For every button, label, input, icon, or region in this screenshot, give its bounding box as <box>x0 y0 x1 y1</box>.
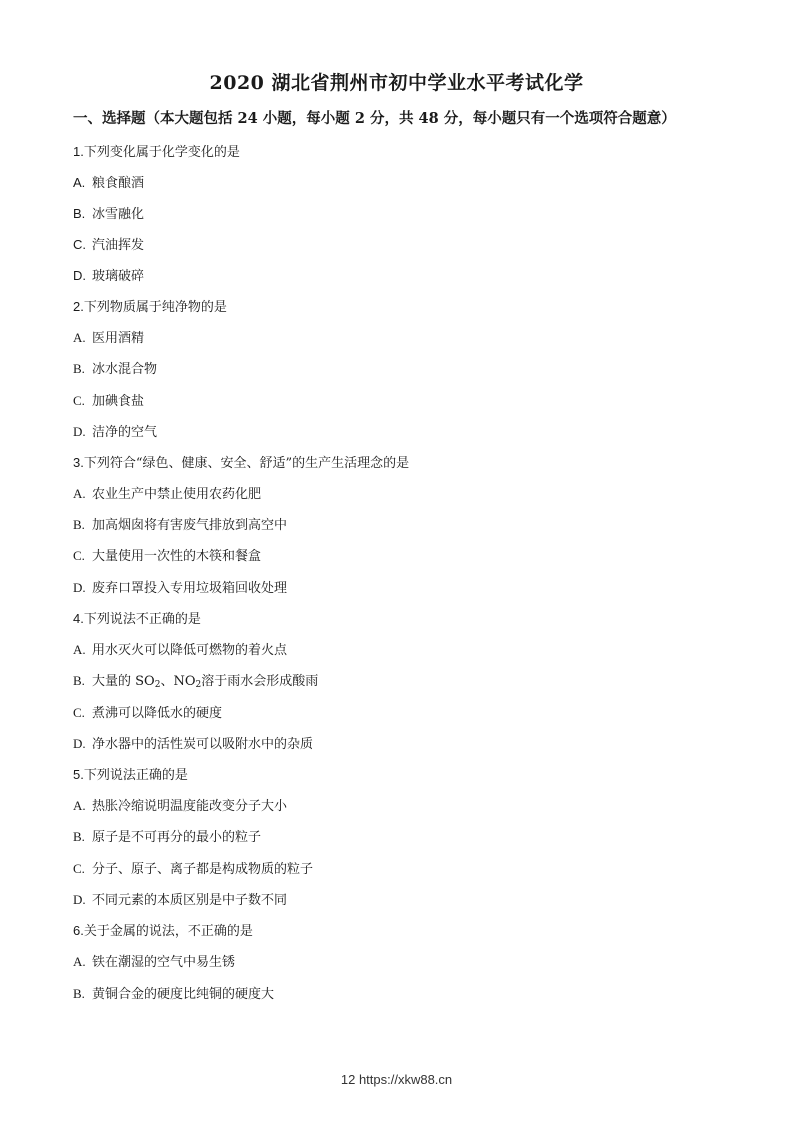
option-text: 黄铜合金的硬度比纯铜的硬度大 <box>92 987 275 1002</box>
option-letter: B. <box>73 829 85 844</box>
option-text: 煮沸可以降低水的硬度 <box>92 706 223 721</box>
option-text: 汽油挥发 <box>92 238 145 253</box>
option-text: 用水灭火可以降低可燃物的着火点 <box>92 643 288 658</box>
question-5-option-d <box>73 889 287 908</box>
question-1-option-a <box>73 172 144 191</box>
option-letter: A. <box>73 798 86 813</box>
question-1-option-d <box>73 265 144 284</box>
option-text: 农业生产中禁止使用农药化肥 <box>92 487 262 502</box>
question-3-stem <box>73 452 409 471</box>
option-text: 洁净的空气 <box>92 425 158 440</box>
question-text: 下列说法不正确的是 <box>83 612 201 627</box>
question-4-stem <box>73 608 201 627</box>
option-letter: D. <box>73 736 86 751</box>
question-4-option-a <box>73 639 287 658</box>
option-letter: B. <box>73 517 85 532</box>
question-5-stem <box>73 764 188 783</box>
section-heading: 一、选择题（本大题包括 24 小题，每小题 2 分，共 48 分，每小题只有一个选项符合题意） <box>73 110 676 127</box>
option-letter: B. <box>73 673 85 688</box>
question-4-option-c <box>73 702 222 721</box>
option-letter: A. <box>73 330 86 345</box>
option-text: 加高烟囱将有害废气排放到高空中 <box>92 518 288 533</box>
subscript: 2 <box>154 680 161 690</box>
option-letter: D. <box>73 424 86 439</box>
question-1-option-b <box>73 203 144 222</box>
option-text: 粮食酿酒 <box>92 176 145 191</box>
option-letter: A. <box>73 486 86 501</box>
option-text: 医用酒精 <box>92 331 145 346</box>
subscript: 2 <box>195 680 202 690</box>
option-letter: A. <box>73 642 86 657</box>
question-4-option-d <box>73 733 313 752</box>
option-letter: B. <box>73 206 86 221</box>
option-text: 废弃口罩投入专用垃圾箱回收处理 <box>92 581 288 596</box>
option-text: 铁在潮湿的空气中易生锈 <box>92 955 236 970</box>
question-text: 下列符合“绿色、健康、安全、舒适”的生产生活理念的是 <box>83 456 410 471</box>
question-5-option-c <box>73 858 313 877</box>
option-letter: A. <box>73 954 86 969</box>
option-text-post: 溶于雨水会形成酸雨 <box>201 674 319 689</box>
option-letter: B. <box>73 361 85 376</box>
question-6-option-a <box>73 951 235 970</box>
option-letter: C. <box>73 393 85 408</box>
option-text-pre: 大量的 SO <box>92 674 155 689</box>
question-number: 2. <box>73 299 84 314</box>
question-number: 1. <box>73 144 84 159</box>
option-text: 大量使用一次性的木筷和餐盒 <box>92 549 262 564</box>
option-letter: C. <box>73 861 85 876</box>
footer-link[interactable]: https://xkw88.cn <box>358 1072 453 1087</box>
option-text: 玻璃破碎 <box>92 269 145 284</box>
question-number: 3. <box>73 455 84 470</box>
option-letter: A. <box>73 175 86 190</box>
question-4-option-b <box>73 670 318 689</box>
question-text: 下列变化属于化学变化的是 <box>83 145 240 160</box>
question-2-option-c <box>73 390 144 409</box>
page-footer <box>0 1072 793 1087</box>
option-text: 不同元素的本质区别是中子数不同 <box>92 893 288 908</box>
question-3-option-b <box>73 514 287 533</box>
option-text-mid: 、NO <box>160 674 196 689</box>
option-text: 热胀冷缩说明温度能改变分子大小 <box>92 799 288 814</box>
option-text: 冰水混合物 <box>92 362 158 377</box>
question-3-option-d <box>73 577 287 596</box>
question-6-stem <box>73 920 253 939</box>
question-number: 4. <box>73 611 84 626</box>
option-text: 分子、原子、离子都是构成物质的粒子 <box>92 862 314 877</box>
question-2-option-a <box>73 327 144 346</box>
option-letter: D. <box>73 580 86 595</box>
option-letter: B. <box>73 986 85 1001</box>
question-5-option-b <box>73 826 261 845</box>
option-letter: C. <box>73 548 85 563</box>
question-3-option-a <box>73 483 261 502</box>
option-text: 加碘食盐 <box>92 394 145 409</box>
page-number: 12 <box>340 1072 356 1087</box>
question-6-option-b <box>73 983 274 1002</box>
option-letter: D. <box>73 268 86 283</box>
question-3-option-c <box>73 545 261 564</box>
option-letter: D. <box>73 892 86 907</box>
question-1-stem <box>73 141 240 160</box>
question-number: 6. <box>73 923 84 938</box>
question-5-option-a <box>73 795 287 814</box>
question-2-stem <box>73 296 227 315</box>
question-2-option-d <box>73 421 157 440</box>
question-2-option-b <box>73 358 157 377</box>
page-title: 2020 湖北省荆州市初中学业水平考试化学 <box>209 72 584 94</box>
question-text: 关于金属的说法，不正确的是 <box>83 924 253 939</box>
question-text: 下列说法正确的是 <box>83 768 188 783</box>
option-text: 冰雪融化 <box>92 207 145 222</box>
option-letter: C. <box>73 237 86 252</box>
question-text: 下列物质属于纯净物的是 <box>83 300 227 315</box>
option-text: 原子是不可再分的最小的粒子 <box>92 830 262 845</box>
option-text: 净水器中的活性炭可以吸附水中的杂质 <box>92 737 314 752</box>
question-number: 5. <box>73 767 84 782</box>
option-letter: C. <box>73 705 85 720</box>
question-1-option-c <box>73 234 144 253</box>
